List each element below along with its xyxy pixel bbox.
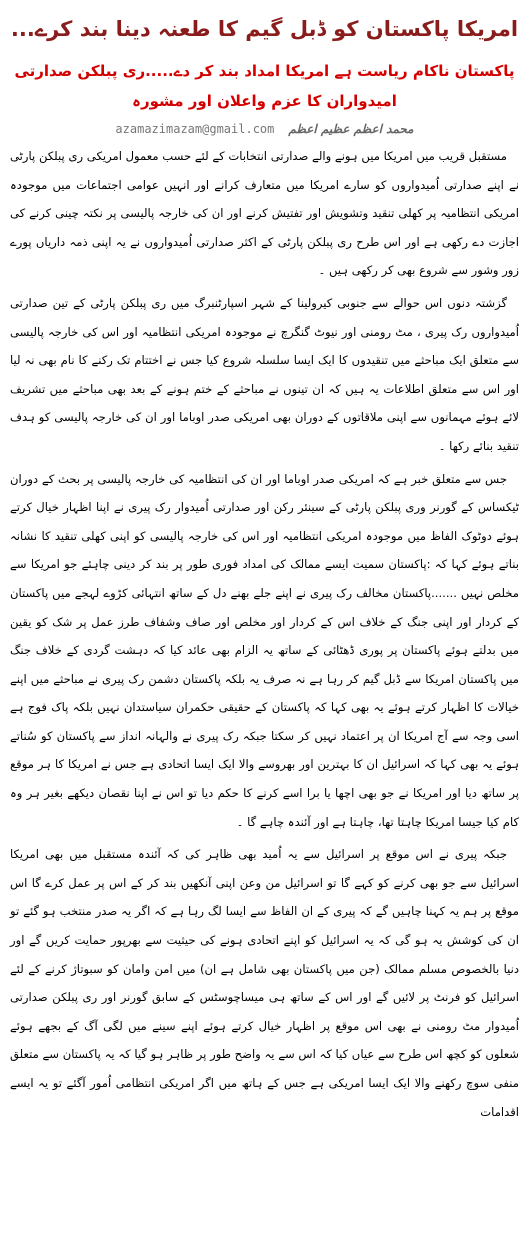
article-headline: امریکا پاکستان کو ڈبل گیم کا طعنہ دینا بند کرے... <box>10 17 519 41</box>
article-body <box>10 142 519 1126</box>
author-name: محمد اعظم عظیم اعظم <box>288 122 414 136</box>
byline <box>10 122 519 136</box>
author-email: azamazimazam@gmail.com <box>115 122 275 136</box>
body-paragraph: جس سے متعلق خبر ہے کہ امریکی صدر اوباما اور ان کی انتظامیہ کی خارجہ پالیسی پر بحث کے دوران ٹیکساس کے گورنر وری پبلکن پارٹی کے سینئر رکن اور صدارتی اُمیدوار رک پیری نے اپنا اظہار خیال کرتے ہوئے دوٹوک الفاظ میں موجودہ امریکی انتظامیہ اور اس کی خارجہ پالیسی کو اپنی کھلی تنقید کا نشانہ بناتے ہوئے کہا کہ :پاکستان سمیت ایسے ممالک کی امداد فوری طور پر بند کر دینی چاہئے جو امریکا سے مخلص نہیں .......پاکستان مخالف رک پیری نے اپنے جلے بھنے دل کے ساتھ انتہائی کڑوے لہجے میں پاکستان کے کردار اور اپنی جنگ کے خلاف اس کے کردار اور مخلص اور صاف وشفاف طرز عمل پر شک کو یقین میں بدلتے ہوئے پاکستان پر پوری ڈھٹائی کے ساتھ یہ الزام بھی عائد کیا کہ دہشت گردی کے خلاف جنگ میں پاکستان امریکا سے ڈبل گیم کر رہا ہے نہ صرف یہ بلکہ پاکستان دشمن رک پیری نے مباحثے میں اپنے خیالات کا اظہار کرتے ہوئے یہ بھی کہا کہ پاکستان کے حقیقی حکمران سیاستدان نہیں بلکہ پاک فوج ہے اسی وجہ سے آج امریکا ان پر اعتماد نہیں کر سکتا جبکہ رک پیری نے والہانہ انداز سے پاکستان کو سُناتے ہوئے یہ بھی کہا کہ اسرائیل ان کا بہترین اور بھروسے والا ایک ایسا اتحادی ہے جس نے امریکا کا ہر موقع پر ساتھ دیا اور امریکا نے جو بھی اچھا یا برا اسے کرنے کا حکم دیا تو اس نے اپنا نقصان دیکھے بغیر ہر وہ کام کیا جیسا امریکا چاہتا تھا، چاہتا ہے اور آئندہ چاہے گا ۔ <box>10 471 519 829</box>
body-paragraph: مستقبل قریب میں امریکا میں ہونے والے صدارتی انتخابات کے لئے حسب معمول امریکی ری پبلکن پارٹی نے اپنے صدارتی اُمیدواروں کو سارے امریکا میں متعارف کرانے اور انہیں عوامی اجتماعات میں موجودہ امریکی انتظامیہ پر کھلی تنقید وتشویش اور تفتیش کرنے اور ان کی خارجہ پالیسی پر نکتہ چینی کرنے کی اجازت دے رکھی ہے اور اس طرح ری پبلکن پارٹی کے اکثر صدارتی اُمیدواروں نے یہ اپنی ذمہ داریاں پورے زور وشور سے شروع بھی کر رکھی ہیں ۔ <box>10 149 519 278</box>
body-paragraph: گزشتہ دنوں اس حوالے سے جنوبی کیرولینا کے شہر اسپارٹنبرگ میں ری پبلکن پارٹی کے تین صدارتی اُمیدواروں رک پیری ، مٹ رومنی اور نیوٹ گنگرچ نے موجودہ امریکی انتظامیہ اور اس کی خارجہ پالیسی سے متعلق ایک مباحثے میں تنقیدوں کا ایک ایسا سلسلہ شروع کیا جس نے اختتام تک رکنے کا نام بھی نہ لیا اور اس سے متعلق اطلاعات یہ ہیں کہ ان تینوں نے مباحثے کے ختم ہونے کے بعد بھی مباحثے میں تشریف لائے ہوئے مہمانوں سے اپنی ملاقاتوں کے دوران بھی امریکی صدر اوباما اور ان کی خارجہ پالیسی کو ہدف تنقید بنائے رکھا ۔ <box>10 295 519 453</box>
body-paragraph: جبکہ پیری نے اس موقع پر اسرائیل سے یہ اُمید بھی ظاہر کی کہ آئندہ مستقبل میں بھی امریکا اسرائیل سے جو بھی کرنے کو کہے گا تو اسرائیل من وعن اپنی آنکھیں بند کر کے اس پر عمل کرے گا اس موقع پر ہم یہ کہنا چاہیں گے کہ پیری کے ان الفاظ سے ایسا لگ رہا ہے کہ اگر یہ صدر منتخب ہو گئے تو ان کی کوشش یہ ہو گی کہ یہ اسرائیل کو اپنے اتحادی ہونے کی حیثیت سے بھرپور حمایت کریں گے اور دنیا بالخصوص مسلم ممالک (جن میں پاکستان بھی شامل ہے ان) میں امن وامان کو سبوتاژ کرنے کے لئے اسرائیل کو فرنٹ پر لائیں گے اور اس کے ساتھ ہی میساچوسٹس کے سابق گورنر اور ری پبلکن صدارتی اُمیدوار مٹ رومنی نے بھی اس موقع پر اظہار خیال کرتے ہوئے اپنے سینے میں لگی آگ کے بجھے ہوئے شعلوں کو کچھ اس طرح سے عیاں کیا کہ اس سے یہ واضح طور پر ظاہر ہو گیا کہ یہ پاکستان سے متعلق منفی سوچ رکھنے والا ایک ایسا امریکی ہے جس کے ہاتھ میں اگر امریکی انتظامی اُمور آگئے تو یہ ایسے اقدامات <box>10 847 519 1119</box>
article-subheadline: پاکستان ناکام ریاست ہے امریکا امداد بند کر دے.....ری پبلکن صدارتی امیدواران کا عزم واعلان اور مشورہ <box>14 62 515 110</box>
